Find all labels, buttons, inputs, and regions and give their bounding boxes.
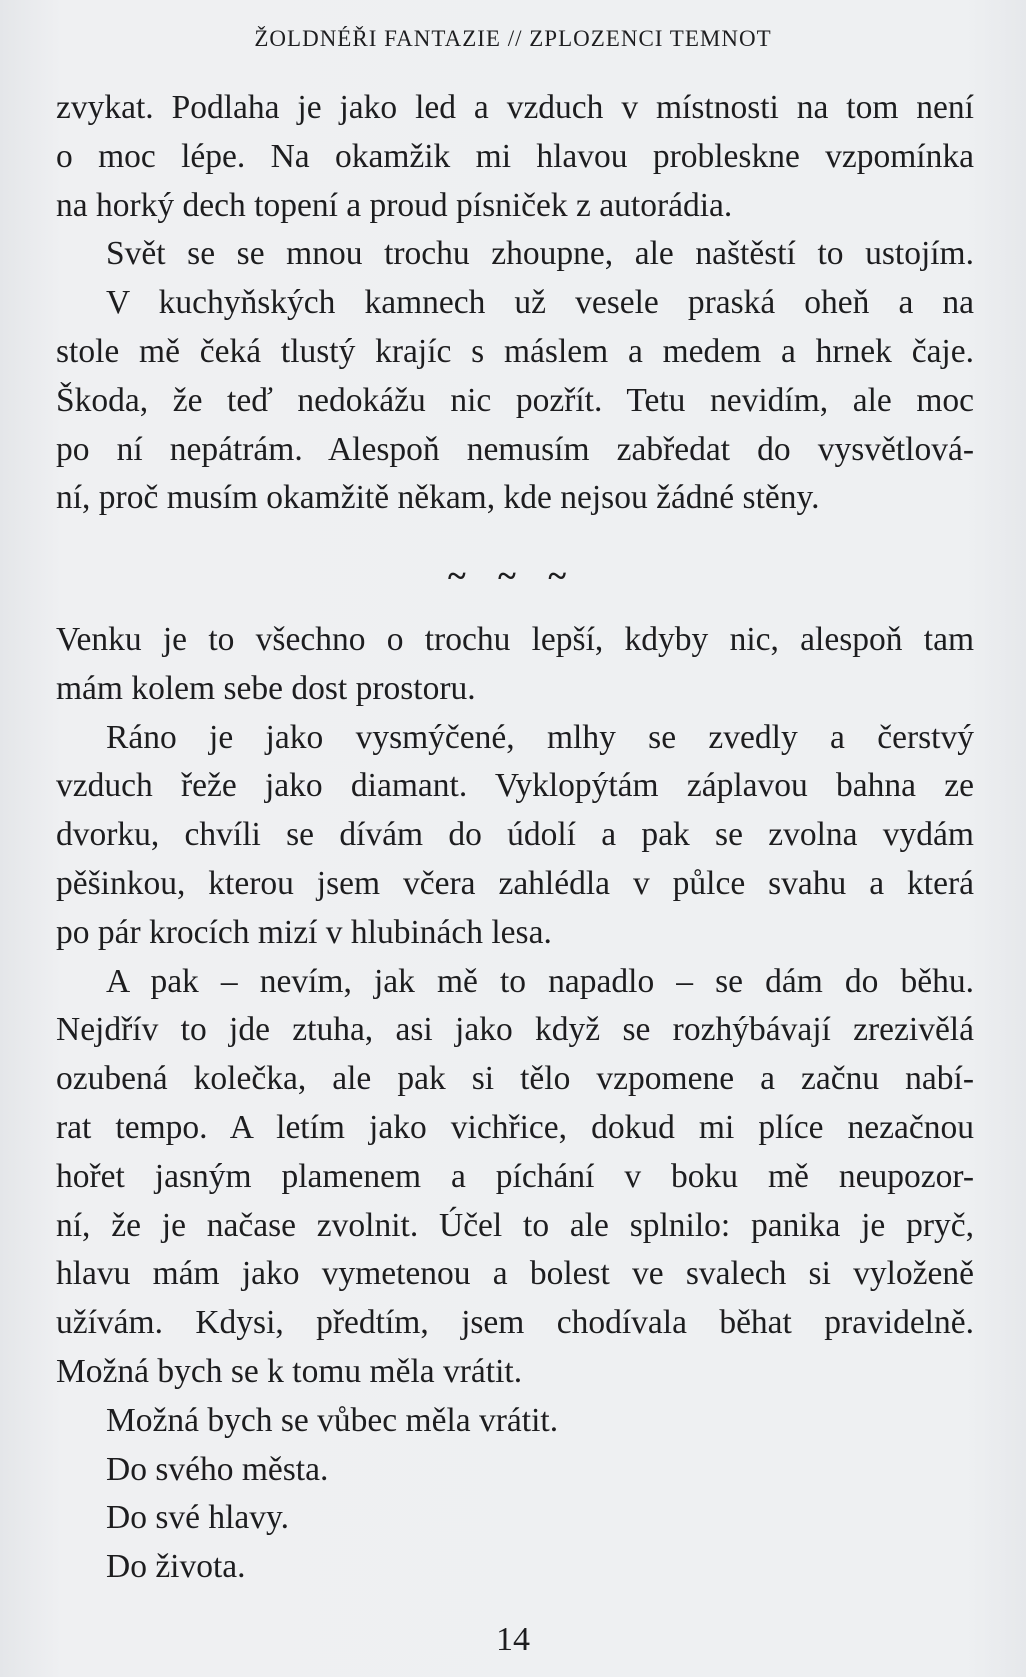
running-header: ŽOLDNÉŘI FANTAZIE // ZPLOZENCI TEMNOT [254, 26, 772, 51]
text-line: zvykat. Podlaha je jako led a vzduch v místnosti na tom není [56, 89, 974, 126]
page-number: 14 [496, 1621, 530, 1658]
text-line: Škoda, že teď nedokážu nic pozřít. Tetu nevidím, ale moc [56, 381, 974, 419]
text-line: Svět se se mnou trochu zhoupne, ale naštěstí to ustojím. [106, 235, 974, 273]
text-line: vzduch řeže jako diamant. Vyklopýtám záplavou bahna ze [56, 767, 974, 805]
text-block-2 [56, 616, 974, 1592]
text-line: užívám. Kdysi, předtím, jsem chodívala běhat pravidelně. [56, 1304, 974, 1342]
text-line: Venku je to všechno o trochu lepší, kdyby nic, alespoň tam [56, 621, 974, 658]
text-line: Nejdřív to jde ztuha, asi jako když se rozhýbávají zrezivělá [56, 1011, 974, 1049]
text-line: po pár krocích mizí v hlubinách lesa. [56, 913, 552, 951]
text-line: po ní nepátrám. Alespoň nemusím zabředat do vysvětlová- [56, 430, 974, 468]
text-line: o moc lépe. Na okamžik mi hlavou probleskne vzpomínka [56, 137, 974, 175]
text-line: ní, proč musím okamžitě někam, kde nejsou žádné stěny. [56, 479, 820, 517]
text-line: mám kolem sebe dost prostoru. [56, 669, 476, 707]
text-line: Do své hlavy. [106, 1499, 289, 1537]
text-line: A pak – nevím, jak mě to napadlo – se dám do běhu. [106, 962, 974, 1000]
text-line: Možná bych se vůbec měla vrátit. [106, 1401, 559, 1439]
text-line: V kuchyňských kamnech už vesele praská oheň a na [106, 284, 974, 322]
text-line: hlavu mám jako vymetenou a bolest ve svalech si vyloženě [56, 1255, 974, 1293]
text-line: na horký dech topení a proud písniček z autorádia. [56, 186, 733, 224]
text-line: dvorku, chvíli se dívám do údolí a pak se zvolna vydám [56, 816, 974, 854]
text-line: Do života. [106, 1548, 246, 1586]
text-line: ní, že je načase zvolnit. Účel to ale splnilo: panika je pryč, [56, 1206, 974, 1244]
text-line: Možná bych se k tomu měla vrátit. [56, 1352, 523, 1390]
text-line: ozubená kolečka, ale pak si tělo vzpomene a začnu nabí- [56, 1060, 974, 1098]
section-separator: ~ ~ ~ [447, 558, 579, 595]
text-line: pěšinkou, kterou jsem včera zahlédla v půlce svahu a která [56, 864, 974, 902]
text-line: Do svého města. [106, 1450, 329, 1488]
text-line: hořet jasným plamenem a píchání v boku mě neupozor- [56, 1157, 974, 1195]
text-block-1 [56, 84, 974, 523]
text-line: Ráno je jako vysmýčené, mlhy se zvedly a čerstvý [106, 718, 974, 756]
text-line: stole mě čeká tlustý krajíc s máslem a medem a hrnek čaje. [56, 332, 974, 370]
text-line: rat tempo. A letím jako vichřice, dokud mi plíce nezačnou [56, 1108, 974, 1146]
